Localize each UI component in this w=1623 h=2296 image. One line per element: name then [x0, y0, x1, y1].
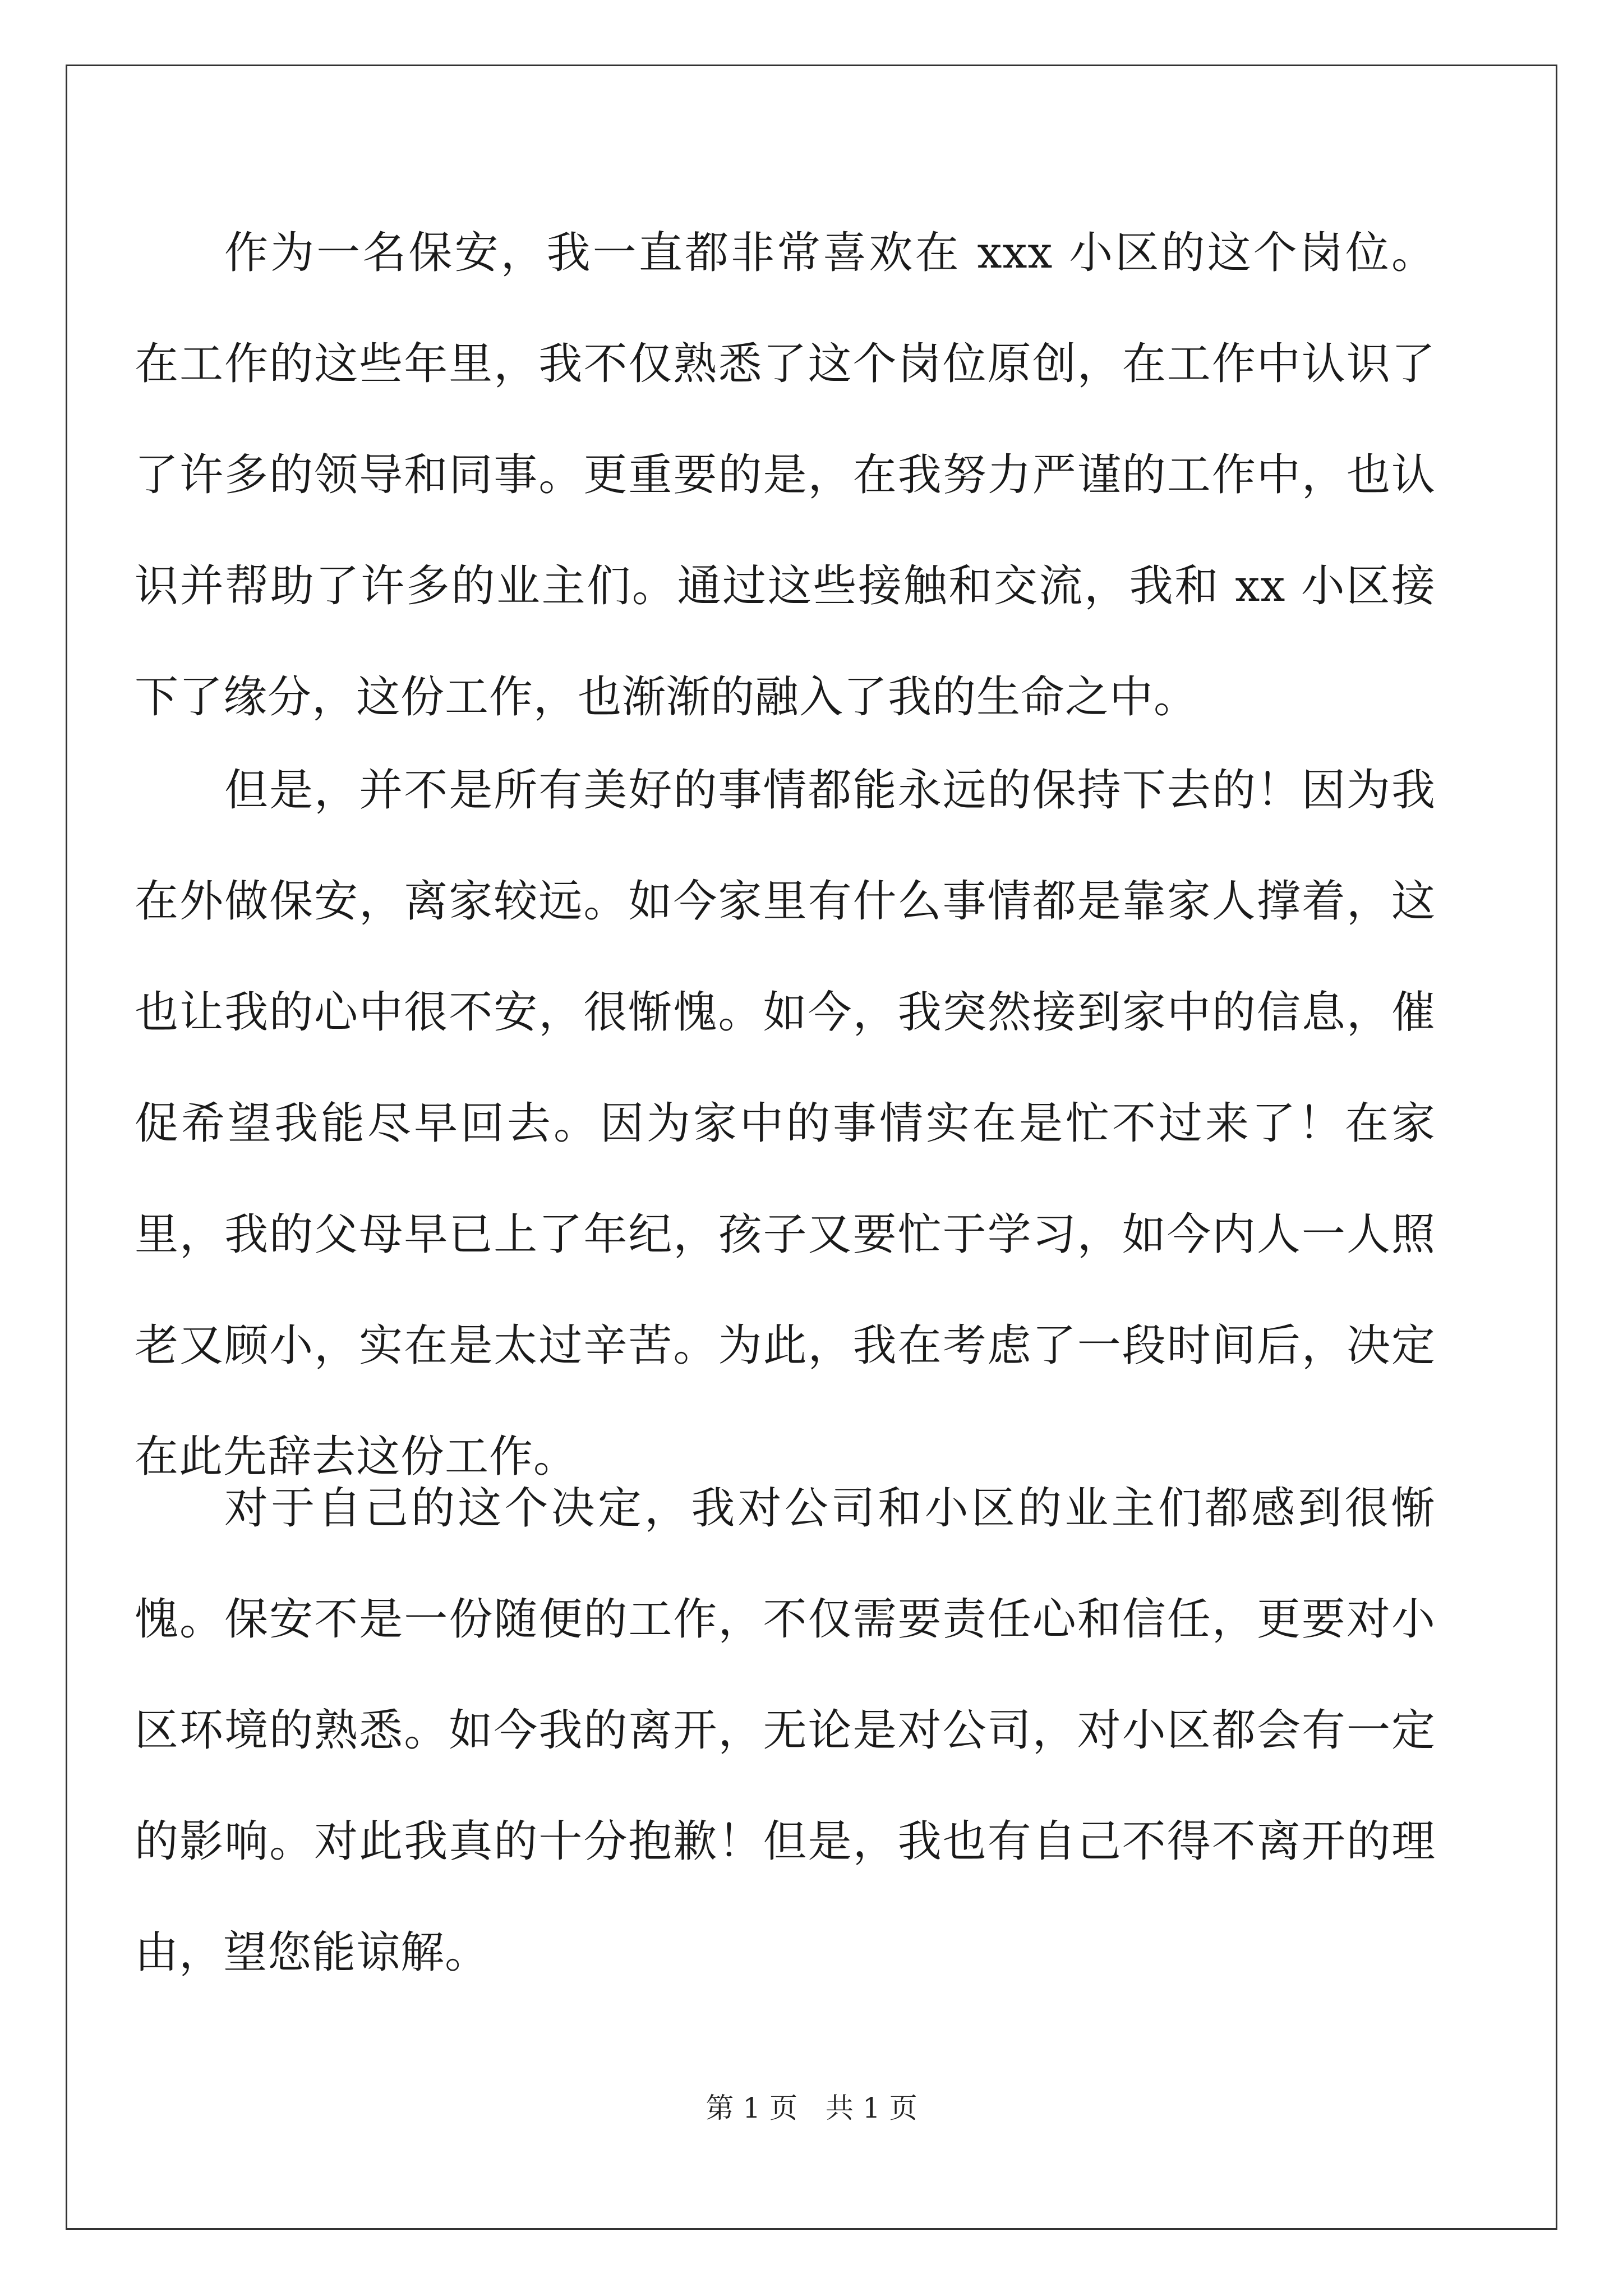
body-paragraph-2: 但是，并不是所有美好的事情都能永远的保持下去的！因为我在外做保安，离家较远。如今家里有什么事情都是靠家人撑着，这也让我的心中很不安，很惭愧。如今，我突然接到家中的信息，催促希望我能尽早回去。因为家中的事情实在是忙不过来了！在家里，我的父母早已上了年纪，孩子又要忙于学习，如今内人一人照老又顾小，实在是太过辛苦。为此，我在考虑了一段时间后，决定在此先辞去这份工作。 — [135, 765, 1436, 1482]
body-paragraph-1: 作为一名保安，我一直都非常喜欢在 xxx 小区的这个岗位。在工作的这些年里，我不仅熟悉了这个岗位原创，在工作中认识了了许多的领导和同事。更重要的是，在我努力严谨的工作中，也认识并帮助了许多的业主们。通过这些接触和交流，我和 xx 小区接下了缘分，这份工作，也渐渐的融入了我的生命之中。 — [135, 228, 1436, 723]
page-number-current: 第 1 页 — [706, 2092, 797, 2124]
page-number-total: 共 1 页 — [826, 2092, 917, 2124]
page-footer — [0, 2091, 1623, 2125]
body-paragraph-3: 对于自己的这个决定，我对公司和小区的业主们都感到很惭愧。保安不是一份随便的工作，不仅需要责任心和信任，更要对小区环境的熟悉。如今我的离开，无论是对公司，对小区都会有一定的影响。对此我真的十分抱歉！但是，我也有自己不得不离开的理由，望您能谅解。 — [135, 1483, 1436, 1978]
